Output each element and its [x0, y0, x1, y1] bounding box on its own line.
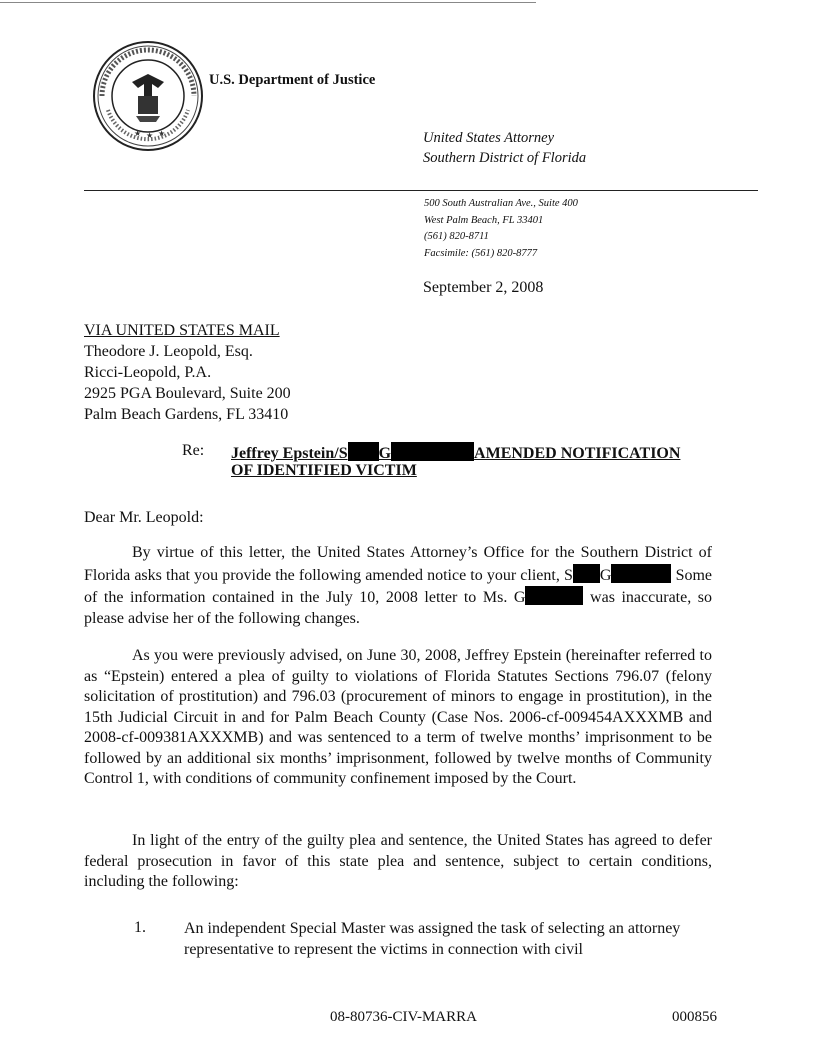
- svg-text:★: ★: [158, 129, 166, 138]
- subject-line-1: [231, 442, 680, 463]
- subject-part-5: D VICTIM: [340, 462, 417, 479]
- address-city: West Palm Beach, FL 33401: [424, 214, 544, 226]
- top-edge-rule: [0, 2, 536, 3]
- redaction-box: [573, 564, 600, 583]
- subject-part-1: Jeffrey Epstein/S: [231, 445, 348, 462]
- subject-line-2: [231, 462, 417, 480]
- letterhead-divider: [84, 190, 758, 191]
- paragraph-1: [84, 543, 712, 629]
- delivery-method: VIA UNITED STATES MAIL: [84, 322, 280, 339]
- letter-date: September 2, 2008: [423, 279, 544, 296]
- paragraph-1-text-a: By virtue of this letter, the United States Attorney’s Office for the Southern District of Florida asks that you provide the following amended notice to your client, S: [84, 544, 712, 584]
- subject-part-3: AMENDED NOTIFICATION: [474, 445, 681, 462]
- list-item-number: 1.: [134, 919, 146, 936]
- re-label: Re:: [182, 442, 205, 459]
- address-street: 500 South Australian Ave., Suite 400: [424, 198, 578, 209]
- subject-part-2: G: [378, 445, 392, 462]
- salutation: Dear Mr. Leopold:: [84, 509, 204, 526]
- address-phone: (561) 820-8711: [424, 231, 489, 242]
- subject-part-4: OF IDENTIFIE: [231, 462, 341, 479]
- redaction-box: [391, 442, 474, 461]
- agency-name: U.S. Department of Justice: [209, 72, 376, 88]
- svg-text:★: ★: [146, 131, 154, 140]
- recipient-block: [84, 320, 291, 425]
- footer-case-number: 08-80736-CIV-MARRA: [330, 1009, 477, 1025]
- redaction-box: [525, 586, 583, 605]
- office-title: United States Attorney: [423, 130, 555, 146]
- doj-seal-icon: [92, 40, 204, 152]
- recipient-name: Theodore J. Leopold, Esq.: [84, 343, 253, 360]
- paragraph-3: [84, 831, 712, 893]
- svg-text:★: ★: [134, 129, 142, 138]
- recipient-firm: Ricci-Leopold, P.A.: [84, 364, 212, 381]
- paragraph-1-text-d: was inaccurate, so please advise her of the following changes.: [84, 589, 713, 627]
- paragraph-2-text: As you were previously advised, on June 30, 2008, Jeffrey Epstein (hereinafter referred to as “Epstein) entered a plea of guilty to violations of Florida Statutes Sections 796.07 (felony solicitation of prostitution) and 796.03 (procurement of minors to engage in prostitution), in the 15th Judicial Circuit in and for Palm Beach County (Case Nos. 2006-cf-009454AXXXMB and 2008-cf-009381AXXXMB) and was sentenced to a term of twelve months’ imprisonment to be followed by an additional six months’ imprisonment, followed by twelve months of Community Control 1, with conditions of community confinement imposed by the Court.: [84, 647, 712, 787]
- list-item-text: An independent Special Master was assigned the task of selecting an attorney representative to represent the victims in connection with civil: [184, 920, 681, 958]
- recipient-city: Palm Beach Gardens, FL 33410: [84, 406, 289, 423]
- redaction-box: [611, 564, 671, 583]
- redaction-box: [348, 442, 379, 461]
- paragraph-1-text-b: G: [599, 566, 612, 584]
- address-fax: Facsimile: (561) 820-8777: [424, 247, 538, 259]
- office-address: [424, 196, 578, 262]
- paragraph-2: [84, 646, 712, 790]
- office-district: Southern District of Florida: [423, 150, 587, 166]
- paragraph-3-text: In light of the entry of the guilty plea and sentence, the United States has agreed to defer federal prosecution in favor of this state plea and sentence, subject to certain conditions, including the following:: [84, 832, 712, 890]
- recipient-street: 2925 PGA Boulevard, Suite 200: [84, 385, 291, 402]
- footer-bates-number: 000856: [672, 1009, 717, 1025]
- office-block: [423, 128, 586, 168]
- paragraph-1-text-c: Some of the information contained in the July 10, 2008 letter to Ms. G: [84, 566, 713, 606]
